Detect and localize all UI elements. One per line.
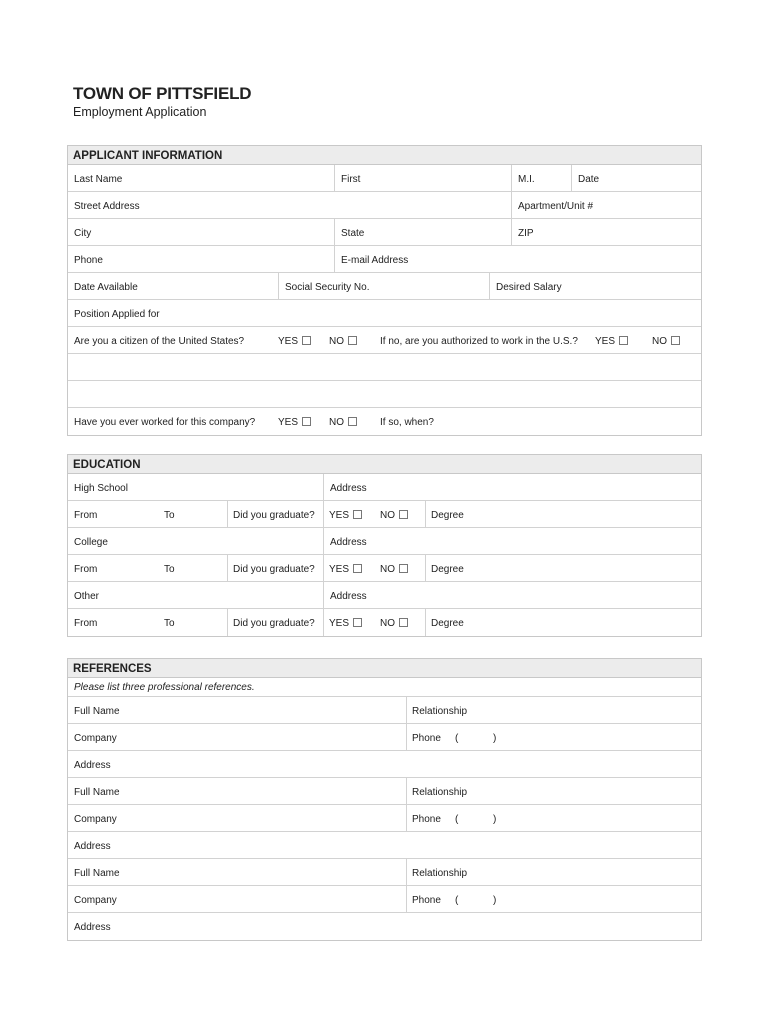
citizen-no-option[interactable]: NO (329, 336, 357, 347)
college-address-field[interactable]: Address (330, 537, 367, 548)
address-field[interactable]: Address (74, 922, 111, 933)
when-field[interactable]: If so, when? (380, 417, 434, 428)
checkbox-icon[interactable] (353, 564, 362, 573)
address-field[interactable]: Address (74, 760, 111, 771)
relationship-field[interactable]: Relationship (412, 787, 468, 798)
to-field[interactable]: To (164, 510, 175, 521)
desired-salary-field[interactable]: Desired Salary (496, 282, 562, 293)
state-field[interactable]: State (341, 228, 365, 239)
graduate-yes-option[interactable]: YES (329, 564, 362, 575)
area-code-open: ( (455, 814, 459, 825)
availability-row (68, 273, 701, 300)
graduate-yes-option[interactable]: YES (329, 510, 362, 521)
college-field[interactable]: College (74, 537, 108, 548)
phone-field[interactable]: Phone (74, 255, 103, 266)
graduate-question: Did you graduate? (233, 564, 315, 575)
citizen-yes-option[interactable]: YES (278, 336, 311, 347)
area-code-close: ) (493, 733, 497, 744)
reference-name-row (68, 859, 701, 886)
authorized-no-option[interactable]: NO (652, 336, 680, 347)
ssn-field[interactable]: Social Security No. (285, 282, 370, 293)
high-school-address-field[interactable]: Address (330, 483, 367, 494)
zip-field[interactable]: ZIP (518, 228, 534, 239)
full-name-field[interactable]: Full Name (74, 787, 120, 798)
previous-employment-row (68, 408, 701, 435)
references-note-row (68, 678, 701, 697)
reference-address-row (68, 913, 701, 940)
checkbox-icon[interactable] (353, 510, 362, 519)
degree-field[interactable]: Degree (431, 564, 464, 575)
middle-initial-field[interactable]: M.I. (518, 174, 535, 185)
reference-name-row (68, 697, 701, 724)
graduate-question: Did you graduate? (233, 510, 315, 521)
checkbox-icon[interactable] (353, 618, 362, 627)
other-address-field[interactable]: Address (330, 591, 367, 602)
worked-yes-option[interactable]: YES (278, 417, 311, 428)
checkbox-icon[interactable] (671, 336, 680, 345)
area-code-open: ( (455, 895, 459, 906)
references-note: Please list three professional references. (74, 682, 255, 693)
graduate-no-option[interactable]: NO (380, 564, 408, 575)
checkbox-icon[interactable] (399, 510, 408, 519)
college-dates-row (68, 555, 701, 582)
checkbox-icon[interactable] (302, 417, 311, 426)
graduate-yes-option[interactable]: YES (329, 618, 362, 629)
reference-company-row (68, 886, 701, 913)
checkbox-icon[interactable] (399, 618, 408, 627)
citizen-question: Are you a citizen of the United States? (74, 336, 245, 347)
reference-company-row (68, 724, 701, 751)
high-school-field[interactable]: High School (74, 483, 128, 494)
company-field[interactable]: Company (74, 814, 117, 825)
relationship-field[interactable]: Relationship (412, 706, 468, 717)
area-code-open: ( (455, 733, 459, 744)
section-heading: APPLICANT INFORMATION (68, 146, 701, 165)
blank-row[interactable] (68, 354, 701, 381)
first-name-field[interactable]: First (341, 174, 361, 185)
page-subtitle: Employment Application (73, 105, 207, 119)
company-field[interactable]: Company (74, 733, 117, 744)
college-row (68, 528, 701, 555)
education-section (67, 454, 702, 637)
street-row (68, 192, 701, 219)
city-field[interactable]: City (74, 228, 92, 239)
section-heading: EDUCATION (68, 455, 701, 474)
degree-field[interactable]: Degree (431, 510, 464, 521)
graduate-no-option[interactable]: NO (380, 510, 408, 521)
position-row (68, 300, 701, 327)
applicant-information-section (67, 145, 702, 436)
section-heading: REFERENCES (68, 659, 701, 678)
checkbox-icon[interactable] (399, 564, 408, 573)
city-row (68, 219, 701, 246)
graduate-no-option[interactable]: NO (380, 618, 408, 629)
to-field[interactable]: To (164, 564, 175, 575)
worked-question: Have you ever worked for this company? (74, 417, 256, 428)
email-field[interactable]: E-mail Address (341, 255, 409, 266)
company-field[interactable]: Company (74, 895, 117, 906)
area-code-close: ) (493, 895, 497, 906)
relationship-field[interactable]: Relationship (412, 868, 468, 879)
authorized-yes-option[interactable]: YES (595, 336, 628, 347)
page-title: TOWN OF PITTSFIELD (73, 84, 252, 103)
degree-field[interactable]: Degree (431, 618, 464, 629)
citizenship-row (68, 327, 701, 354)
full-name-field[interactable]: Full Name (74, 868, 120, 879)
high-school-row (68, 474, 701, 501)
graduate-question: Did you graduate? (233, 618, 315, 629)
phone-field[interactable]: Phone (412, 895, 441, 906)
phone-field[interactable]: Phone (412, 814, 441, 825)
worked-no-option[interactable]: NO (329, 417, 357, 428)
other-school-field[interactable]: Other (74, 591, 100, 602)
high-school-dates-row (68, 501, 701, 528)
from-field[interactable]: From (74, 510, 98, 521)
reference-address-row (68, 832, 701, 859)
apartment-field[interactable]: Apartment/Unit # (518, 201, 594, 212)
other-row (68, 582, 701, 609)
area-code-close: ) (493, 814, 497, 825)
checkbox-icon[interactable] (348, 336, 357, 345)
date-field[interactable]: Date (578, 174, 600, 185)
contact-row (68, 246, 701, 273)
address-field[interactable]: Address (74, 841, 111, 852)
name-row (68, 165, 701, 192)
other-dates-row (68, 609, 701, 636)
street-address-field[interactable]: Street Address (74, 201, 140, 212)
reference-company-row (68, 805, 701, 832)
reference-name-row (68, 778, 701, 805)
reference-address-row (68, 751, 701, 778)
position-applied-field[interactable]: Position Applied for (74, 309, 160, 320)
authorized-question: If no, are you authorized to work in the U.S.? (380, 336, 578, 347)
blank-row[interactable] (68, 381, 701, 408)
phone-field[interactable]: Phone (412, 733, 441, 744)
from-field[interactable]: From (74, 618, 98, 629)
to-field[interactable]: To (164, 618, 175, 629)
full-name-field[interactable]: Full Name (74, 706, 120, 717)
references-section (67, 658, 702, 941)
last-name-field[interactable]: Last Name (74, 174, 123, 185)
from-field[interactable]: From (74, 564, 98, 575)
checkbox-icon[interactable] (619, 336, 628, 345)
date-available-field[interactable]: Date Available (74, 282, 138, 293)
checkbox-icon[interactable] (348, 417, 357, 426)
checkbox-icon[interactable] (302, 336, 311, 345)
